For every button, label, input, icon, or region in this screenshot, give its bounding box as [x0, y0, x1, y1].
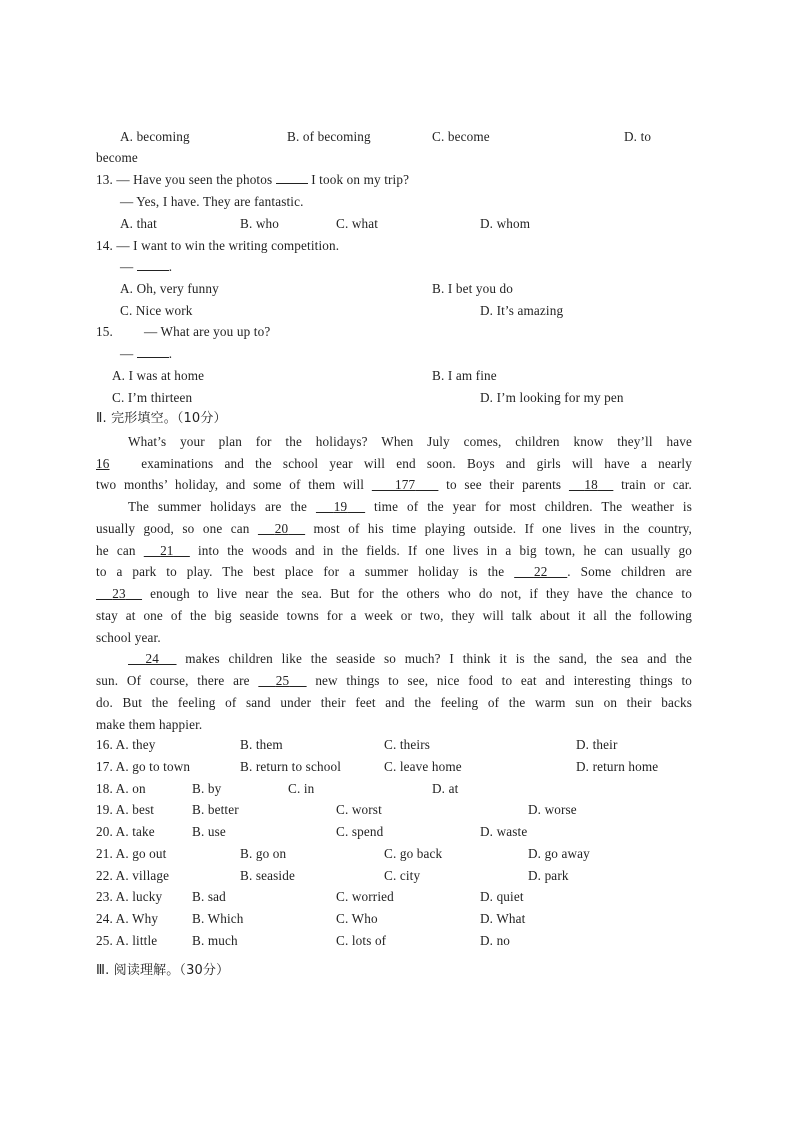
choice-22-d: D. park [528, 868, 569, 883]
option-a: A. that [120, 216, 157, 231]
choice-20-a: 20. A. take [96, 824, 155, 839]
option-b: B. of becoming [287, 129, 371, 144]
choice-22-a: 22. A. village [96, 868, 170, 883]
choice-25-d: D. no [480, 933, 511, 948]
choice-24-c: C. Who [336, 911, 378, 926]
choice-24-b: B. Which [192, 911, 244, 926]
option-d-wrap: become [96, 150, 138, 165]
section-2-heading: Ⅱ. 完形填空。（10分） [96, 411, 227, 426]
option-c: C. Nice work [120, 303, 193, 318]
choice-21-c: C. go back [384, 846, 443, 861]
passage-line: sun. Of course, there are 25 new things to see, nice food to eat and interesting things to [96, 673, 692, 688]
choice-23-c: C. worried [336, 889, 394, 904]
passage-line: school year. [96, 630, 161, 645]
answer-blank [137, 347, 169, 358]
choice-22-b: B. seaside [240, 868, 295, 883]
choice-22-c: C. city [384, 868, 421, 883]
option-b: B. who [240, 216, 280, 231]
passage-line: do. But the feeling of sand under their feet and the feeling of the warm sun on their backs [96, 695, 692, 710]
choice-24-a: 24. A. Why [96, 911, 159, 926]
choice-20-d: D. waste [480, 824, 528, 839]
option-d: D. It’s amazing [480, 303, 564, 318]
passage-line: The summer holidays are the 19 time of the year for most children. The weather is [128, 499, 692, 514]
choice-17-b: B. return to school [240, 759, 342, 774]
choice-19-c: C. worst [336, 802, 382, 817]
choice-16-d: D. their [576, 737, 618, 752]
passage-line: to a park to play. The best place for a summer holiday is the 22 . Some children are [96, 564, 692, 579]
blank-25: 25 [275, 673, 290, 688]
choice-25-b: B. much [192, 933, 238, 948]
blank-17: 177 [395, 477, 416, 492]
choice-17-d: D. return home [576, 759, 659, 774]
blank-21: 21 [160, 543, 174, 558]
blank-19: 19 [333, 499, 348, 514]
choice-18-c: C. in [288, 781, 315, 796]
question-14-text: 14. — I want to win the writing competition. [96, 238, 340, 253]
blank-24: 24 [145, 651, 160, 666]
blank-23: 23 [112, 586, 126, 601]
choice-25-a: 25. A. little [96, 933, 158, 948]
choice-16-c: C. theirs [384, 737, 431, 752]
question-15-reply: — . [120, 346, 173, 361]
option-c: C. I’m thirteen [112, 390, 193, 405]
choice-20-b: B. use [192, 824, 226, 839]
blank-16: 16 [96, 456, 110, 471]
passage-line: What’s your plan for the holidays? When July comes, children know they’ll have [128, 434, 692, 449]
option-a: A. Oh, very funny [120, 281, 219, 296]
choice-16-b: B. them [240, 737, 283, 752]
passage-line: 24 makes children like the seaside so much? I think it is the sand, the sea and the [96, 650, 692, 668]
question-15-number: 15. [96, 324, 113, 339]
question-13-text: 13. — Have you seen the photos I took on my trip? [96, 172, 410, 187]
option-c: C. become [432, 129, 490, 144]
choice-21-d: D. go away [528, 846, 590, 861]
choice-19-b: B. better [192, 802, 239, 817]
passage-line: make them happier. [96, 717, 203, 732]
passage-line: stay at one of the big seaside towns for a week or two, they will talk about it all the following [96, 608, 692, 623]
passage-line: usually good, so one can 20 most of his time playing outside. If one lives in the country, [96, 521, 692, 536]
option-a: A. I was at home [112, 368, 205, 383]
choice-24-d: D. What [480, 911, 526, 926]
choice-19-d: D. worse [528, 802, 577, 817]
passage-line: he can 21 into the woods and in the fields. If one lives in a big town, he can usually go [96, 543, 693, 558]
answer-blank [276, 173, 308, 184]
choice-18-d: D. at [432, 781, 459, 796]
choice-18-b: B. by [192, 781, 222, 796]
option-b: B. I am fine [432, 368, 497, 383]
option-a: A. becoming [120, 129, 190, 144]
choice-25-c: C. lots of [336, 933, 387, 948]
blank-20: 20 [274, 521, 289, 536]
choice-23-a: 23. A. lucky [96, 889, 163, 904]
question-13-reply: — Yes, I have. They are fantastic. [120, 194, 304, 209]
option-b: B. I bet you do [432, 281, 514, 296]
option-d: D. whom [480, 216, 531, 231]
choice-17-a: 17. A. go to town [96, 759, 191, 774]
choice-16-a: 16. A. they [96, 737, 156, 752]
passage-line: 16 examinations and the school year will end soon. Boys and girls will have a nearly [96, 456, 692, 471]
answer-blank [137, 260, 169, 271]
option-d: D. to [624, 129, 652, 144]
choice-23-d: D. quiet [480, 889, 524, 904]
choice-23-b: B. sad [192, 889, 226, 904]
choice-17-c: C. leave home [384, 759, 462, 774]
passage-line: 23 enough to live near the sea. But for the others who do not, if they have the chance to [96, 585, 692, 603]
choice-21-b: B. go on [240, 846, 287, 861]
option-d: D. I’m looking for my pen [480, 390, 624, 405]
blank-22: 22 [533, 564, 548, 579]
question-15-text: — What are you up to? [144, 324, 271, 339]
choice-19-a: 19. A. best [96, 802, 155, 817]
choice-21-a: 21. A. go out [96, 846, 167, 861]
option-c: C. what [336, 216, 379, 231]
question-14-reply: — . [120, 259, 173, 274]
passage-line: two months’ holiday, and some of them will 177 to see their parents 18 train or car. [96, 477, 692, 492]
choice-18-a: 18. A. on [96, 781, 146, 796]
choice-20-c: C. spend [336, 824, 384, 839]
blank-18: 18 [584, 477, 598, 492]
section-3-heading: Ⅲ. 阅读理解。（30分） [96, 963, 230, 978]
